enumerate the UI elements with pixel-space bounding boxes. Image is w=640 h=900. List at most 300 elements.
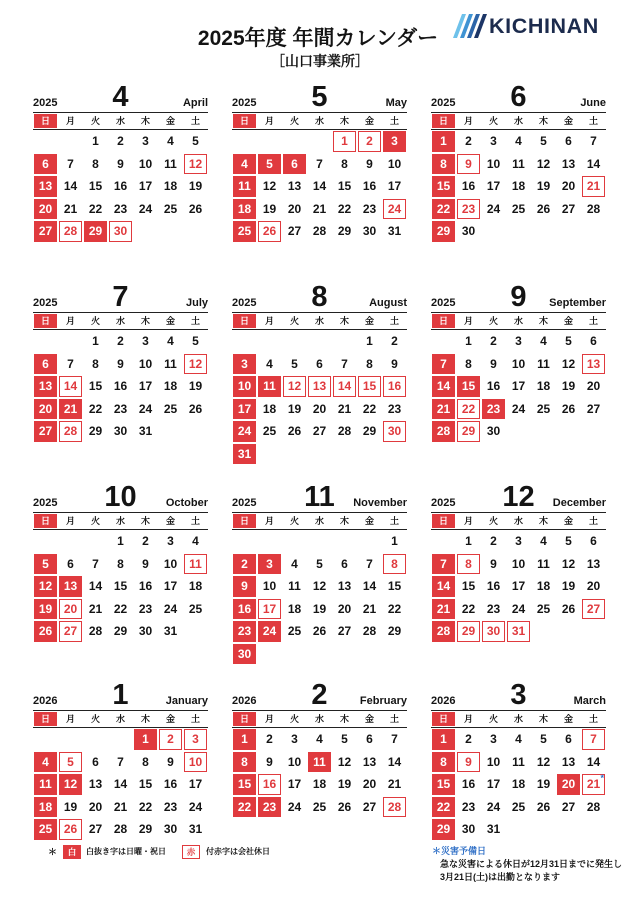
day-cell-sunday-holiday xyxy=(556,773,581,796)
day-cell xyxy=(108,398,133,421)
day-number: 12 xyxy=(262,179,277,193)
day-cell-company-holiday xyxy=(158,728,183,751)
empty-day-cell xyxy=(232,330,257,353)
weekday-tue: 火 xyxy=(488,116,498,126)
day-number: 17 xyxy=(511,379,526,393)
weekday-tue: 火 xyxy=(289,516,299,526)
weekday-thu: 木 xyxy=(140,714,150,724)
day-number: 18 xyxy=(536,379,551,393)
day-number: 19 xyxy=(188,179,203,193)
day-cell xyxy=(556,175,581,198)
day-number: 15 xyxy=(237,777,252,791)
day-number: 14 xyxy=(113,777,128,791)
month-year: 2025 xyxy=(33,97,58,109)
day-number: 19 xyxy=(312,601,327,616)
day-number: 19 xyxy=(561,379,576,393)
day-number: 25 xyxy=(237,224,252,238)
weekday-thu: 木 xyxy=(339,516,349,526)
day-cell xyxy=(108,575,133,598)
day-number: 7 xyxy=(67,156,74,171)
month-block-september xyxy=(431,282,606,472)
weekday-sun: 日 xyxy=(33,711,58,727)
day-cell xyxy=(357,220,382,243)
day-cell xyxy=(307,728,332,751)
day-cell-company-holiday xyxy=(183,353,208,376)
day-number: 6 xyxy=(92,754,99,769)
day-number: 1 xyxy=(117,534,124,548)
day-number: 1 xyxy=(92,334,99,348)
day-cell xyxy=(382,398,407,421)
day-number: 20 xyxy=(337,601,352,616)
month-header xyxy=(431,680,606,711)
day-cell xyxy=(133,773,158,796)
empty-day-cell xyxy=(531,818,556,841)
weekday-thu: 木 xyxy=(140,116,150,126)
empty-day-cell xyxy=(581,220,606,243)
weekday-tue: 火 xyxy=(90,714,100,724)
day-cell-sunday-holiday xyxy=(58,398,83,421)
month-block-july xyxy=(33,282,208,472)
weekday-sun: 日 xyxy=(232,711,257,727)
empty-day-cell xyxy=(531,220,556,243)
weekday-sat: 土 xyxy=(389,316,399,326)
day-number: 4 xyxy=(540,334,547,348)
day-cell-sunday-holiday xyxy=(431,353,456,376)
day-number: 25 xyxy=(188,601,203,616)
day-cell-sunday-holiday xyxy=(33,751,58,774)
day-number: 4 xyxy=(192,534,199,548)
day-cell-sunday-holiday xyxy=(431,728,456,751)
day-number: 28 xyxy=(387,799,402,814)
day-number: 15 xyxy=(362,379,377,393)
day-cell xyxy=(183,398,208,421)
day-cell xyxy=(83,353,108,376)
day-cell xyxy=(506,751,531,774)
day-cell xyxy=(332,420,357,443)
day-cell-sunday-holiday xyxy=(232,643,257,666)
day-cell xyxy=(581,553,606,576)
day-number: 3 xyxy=(192,732,199,746)
day-number: 26 xyxy=(63,822,78,836)
day-cell-company-holiday xyxy=(357,130,382,153)
day-number: 15 xyxy=(436,777,451,791)
day-cell-company-holiday xyxy=(382,420,407,443)
weekday-thu: 木 xyxy=(538,316,548,326)
day-number: 7 xyxy=(440,556,447,571)
day-number: 11 xyxy=(39,777,52,791)
day-cell-company-holiday xyxy=(183,153,208,176)
day-cell-company-holiday xyxy=(581,175,606,198)
day-cell xyxy=(357,751,382,774)
weekday-sun: 日 xyxy=(431,513,456,529)
day-cell xyxy=(506,198,531,221)
weekday-sat: 土 xyxy=(389,714,399,724)
empty-day-cell xyxy=(282,643,307,666)
day-number: 26 xyxy=(188,201,203,216)
day-cell-company-holiday xyxy=(382,796,407,819)
day-cell-company-holiday xyxy=(183,728,208,751)
day-cell xyxy=(481,530,506,553)
weekday-mon: 月 xyxy=(264,714,274,724)
day-number: 3 xyxy=(391,134,398,148)
day-cell xyxy=(183,598,208,621)
day-number: 6 xyxy=(316,356,323,371)
day-number: 3 xyxy=(291,732,298,746)
day-number: 4 xyxy=(515,134,522,148)
weekday-tue: 火 xyxy=(90,516,100,526)
day-cell xyxy=(133,198,158,221)
day-number: 20 xyxy=(88,799,103,814)
weekday-wed: 水 xyxy=(115,116,125,126)
day-cell xyxy=(282,398,307,421)
day-cell xyxy=(133,530,158,553)
empty-day-cell xyxy=(282,330,307,353)
stripes-logo-icon xyxy=(453,14,487,38)
day-number: 8 xyxy=(142,754,149,769)
day-cell xyxy=(282,420,307,443)
day-number: 30 xyxy=(387,424,402,438)
month-year: 2026 xyxy=(232,695,257,707)
weekday-thu: 木 xyxy=(339,116,349,126)
day-number: 30 xyxy=(138,624,153,638)
day-cell xyxy=(581,796,606,819)
weekday-sat: 土 xyxy=(588,116,598,126)
month-header xyxy=(232,482,407,513)
day-number: 4 xyxy=(540,534,547,548)
day-cell xyxy=(332,153,357,176)
day-number: 14 xyxy=(586,754,601,769)
day-number: 26 xyxy=(312,624,327,638)
day-cell-company-holiday xyxy=(506,620,531,643)
day-cell xyxy=(506,796,531,819)
day-cell-sunday-holiday xyxy=(83,220,108,243)
weekday-sat: 土 xyxy=(190,316,200,326)
day-cell xyxy=(133,153,158,176)
day-number: 28 xyxy=(63,224,78,238)
day-cell xyxy=(307,198,332,221)
day-number: 31 xyxy=(138,424,153,438)
day-number: 11 xyxy=(313,754,326,769)
day-cell-company-holiday xyxy=(456,420,481,443)
day-number: 14 xyxy=(436,379,451,393)
day-cell xyxy=(531,130,556,153)
day-cell xyxy=(282,598,307,621)
weekday-fri: 金 xyxy=(563,116,573,126)
day-cell-sunday-holiday xyxy=(431,420,456,443)
month-name: April xyxy=(182,97,208,109)
day-cell xyxy=(581,375,606,398)
day-cell xyxy=(133,398,158,421)
day-cell xyxy=(382,728,407,751)
month-block-april xyxy=(33,82,208,272)
day-number: 6 xyxy=(565,134,572,148)
day-number: 15 xyxy=(88,179,103,193)
empty-day-cell xyxy=(257,130,282,153)
day-number: 29 xyxy=(436,224,451,238)
day-cell-sunday-holiday xyxy=(33,796,58,819)
day-cell xyxy=(158,796,183,819)
day-cell xyxy=(581,153,606,176)
empty-day-cell xyxy=(481,220,506,243)
empty-day-cell xyxy=(506,818,531,841)
day-cell xyxy=(531,330,556,353)
month-year: 2026 xyxy=(431,695,456,707)
day-number: 7 xyxy=(341,356,348,371)
day-number: 11 xyxy=(288,579,301,593)
day-number: 6 xyxy=(67,556,74,571)
day-cell xyxy=(332,175,357,198)
day-cell xyxy=(481,796,506,819)
empty-day-cell xyxy=(506,220,531,243)
day-cell xyxy=(357,153,382,176)
weekday-wed: 水 xyxy=(115,516,125,526)
day-cell xyxy=(481,751,506,774)
day-cell xyxy=(456,530,481,553)
day-cell-company-holiday xyxy=(183,751,208,774)
empty-day-cell xyxy=(282,530,307,553)
empty-day-cell xyxy=(332,643,357,666)
day-cell xyxy=(307,153,332,176)
day-number: 9 xyxy=(465,156,472,171)
weekday-header xyxy=(33,513,208,530)
day-number: 5 xyxy=(192,134,199,148)
day-cell xyxy=(456,796,481,819)
day-cell xyxy=(332,198,357,221)
day-number: 26 xyxy=(536,201,551,216)
weekday-thu: 木 xyxy=(140,516,150,526)
day-cell-sunday-holiday xyxy=(33,620,58,643)
day-number: 29 xyxy=(138,822,153,836)
day-cell xyxy=(481,553,506,576)
day-number: 20 xyxy=(38,201,53,216)
weekday-sat: 土 xyxy=(389,116,399,126)
day-cell-sunday-holiday xyxy=(58,575,83,598)
empty-day-cell xyxy=(58,530,83,553)
day-cell xyxy=(481,353,506,376)
weekday-thu: 木 xyxy=(140,316,150,326)
day-number: 29 xyxy=(362,424,377,438)
weekday-fri: 金 xyxy=(563,516,573,526)
day-number: 16 xyxy=(262,777,277,791)
day-number: 20 xyxy=(586,579,601,593)
day-cell xyxy=(332,773,357,796)
day-number: 31 xyxy=(486,822,501,836)
weekday-tue: 火 xyxy=(488,714,498,724)
weekday-tue: 火 xyxy=(488,316,498,326)
weekday-wed: 水 xyxy=(513,316,523,326)
day-number: 31 xyxy=(387,224,402,238)
day-number: 16 xyxy=(163,777,178,791)
day-cell xyxy=(531,198,556,221)
day-cell xyxy=(257,398,282,421)
day-cell xyxy=(282,728,307,751)
day-number: 23 xyxy=(138,601,153,616)
weekday-sat: 土 xyxy=(389,516,399,526)
day-number: 28 xyxy=(586,201,601,216)
day-number: 24 xyxy=(262,624,277,638)
day-cell xyxy=(83,575,108,598)
empty-day-cell xyxy=(83,728,108,751)
day-cell-sunday-holiday xyxy=(232,796,257,819)
day-number: 5 xyxy=(291,356,298,371)
day-cell xyxy=(282,620,307,643)
day-cell-sunday-holiday xyxy=(307,751,332,774)
day-cell xyxy=(556,153,581,176)
empty-day-cell xyxy=(382,643,407,666)
reserve-day-note-title: ＊災害予備日 xyxy=(432,846,487,856)
day-cell xyxy=(158,553,183,576)
day-cell xyxy=(531,598,556,621)
day-number: 21 xyxy=(586,777,601,791)
day-cell xyxy=(506,375,531,398)
empty-day-cell xyxy=(581,420,606,443)
day-number: 27 xyxy=(362,799,377,814)
day-number: 14 xyxy=(88,579,103,593)
month-block-august xyxy=(232,282,407,472)
day-number: 10 xyxy=(188,754,203,769)
day-cell xyxy=(108,818,133,841)
day-grid xyxy=(431,330,606,443)
day-number: 15 xyxy=(337,179,352,193)
day-cell-sunday-holiday xyxy=(33,398,58,421)
day-number: 11 xyxy=(512,156,525,171)
empty-day-cell xyxy=(357,443,382,466)
day-number: 25 xyxy=(536,601,551,616)
day-number: 6 xyxy=(341,556,348,571)
month-name: December xyxy=(552,497,606,509)
weekday-header xyxy=(431,711,606,728)
day-cell-company-holiday xyxy=(183,553,208,576)
weekday-mon: 月 xyxy=(65,116,75,126)
day-cell xyxy=(83,818,108,841)
day-cell xyxy=(456,175,481,198)
weekday-tue: 火 xyxy=(289,714,299,724)
month-number: 5 xyxy=(311,81,328,113)
day-cell xyxy=(332,796,357,819)
reserve-day-marker: * xyxy=(600,773,604,783)
day-number: 1 xyxy=(366,334,373,348)
day-number: 20 xyxy=(63,601,78,616)
day-cell xyxy=(357,398,382,421)
day-cell-company-holiday xyxy=(307,375,332,398)
day-cell xyxy=(307,773,332,796)
day-number: 25 xyxy=(511,201,526,216)
weekday-header xyxy=(232,313,407,330)
day-number: 13 xyxy=(88,777,103,791)
day-number: 6 xyxy=(590,334,597,348)
day-cell xyxy=(456,130,481,153)
day-cell-company-holiday xyxy=(382,375,407,398)
day-cell xyxy=(556,751,581,774)
empty-day-cell xyxy=(33,330,58,353)
month-number: 2 xyxy=(311,679,328,711)
day-number: 27 xyxy=(586,401,601,416)
day-cell-sunday-holiday xyxy=(257,553,282,576)
month-number: 10 xyxy=(104,481,137,513)
day-number: 25 xyxy=(163,201,178,216)
day-cell xyxy=(108,796,133,819)
weekday-wed: 水 xyxy=(314,316,324,326)
day-number: 3 xyxy=(515,534,522,548)
weekday-sat: 土 xyxy=(190,714,200,724)
day-cell xyxy=(531,398,556,421)
day-number: 22 xyxy=(461,401,476,416)
day-cell xyxy=(307,398,332,421)
day-number: 27 xyxy=(561,799,576,814)
day-number: 21 xyxy=(88,601,103,616)
day-number: 18 xyxy=(38,799,53,814)
day-number: 3 xyxy=(490,732,497,746)
day-number: 24 xyxy=(511,401,526,416)
day-number: 29 xyxy=(436,822,451,836)
day-number: 9 xyxy=(465,754,472,769)
day-cell xyxy=(481,130,506,153)
day-cell xyxy=(332,220,357,243)
day-number: 26 xyxy=(337,799,352,814)
day-cell-company-holiday xyxy=(58,598,83,621)
weekday-wed: 水 xyxy=(314,116,324,126)
day-number: 17 xyxy=(163,579,178,593)
day-number: 6 xyxy=(291,156,298,171)
day-cell-sunday-holiday xyxy=(33,575,58,598)
day-number: 28 xyxy=(63,424,78,438)
day-number: 23 xyxy=(461,201,476,216)
weekday-thu: 木 xyxy=(339,316,349,326)
day-number: 2 xyxy=(490,334,497,348)
day-cell-sunday-holiday xyxy=(431,620,456,643)
day-number: 30 xyxy=(362,224,377,238)
day-cell-company-holiday xyxy=(581,353,606,376)
empty-day-cell xyxy=(506,420,531,443)
weekday-tue: 火 xyxy=(90,316,100,326)
weekday-mon: 月 xyxy=(65,316,75,326)
day-number: 17 xyxy=(188,777,203,791)
day-cell xyxy=(83,796,108,819)
day-cell xyxy=(158,773,183,796)
weekday-wed: 水 xyxy=(115,714,125,724)
day-cell-sunday-holiday xyxy=(33,553,58,576)
day-cell xyxy=(282,575,307,598)
day-number: 8 xyxy=(92,356,99,371)
day-cell xyxy=(282,751,307,774)
day-number: 10 xyxy=(138,356,153,371)
day-cell-sunday-holiday xyxy=(431,553,456,576)
day-number: 5 xyxy=(192,334,199,348)
weekday-sun: 日 xyxy=(431,711,456,727)
month-number: 6 xyxy=(510,81,527,113)
day-number: 30 xyxy=(113,424,128,438)
day-number: 5 xyxy=(42,556,49,571)
day-number: 1 xyxy=(391,534,398,548)
day-number: 17 xyxy=(511,579,526,593)
day-number: 13 xyxy=(586,356,601,371)
empty-day-cell xyxy=(357,530,382,553)
day-cell xyxy=(556,530,581,553)
day-number: 31 xyxy=(163,624,178,638)
day-cell xyxy=(158,353,183,376)
day-cell-sunday-holiday xyxy=(257,620,282,643)
weekday-wed: 水 xyxy=(513,516,523,526)
day-cell xyxy=(158,818,183,841)
day-number: 7 xyxy=(67,356,74,371)
day-number: 2 xyxy=(366,134,373,148)
day-cell xyxy=(133,130,158,153)
day-cell-company-holiday xyxy=(257,598,282,621)
weekday-fri: 金 xyxy=(165,714,175,724)
day-number: 28 xyxy=(113,822,128,836)
day-cell-sunday-holiday xyxy=(431,575,456,598)
month-header xyxy=(33,680,208,711)
